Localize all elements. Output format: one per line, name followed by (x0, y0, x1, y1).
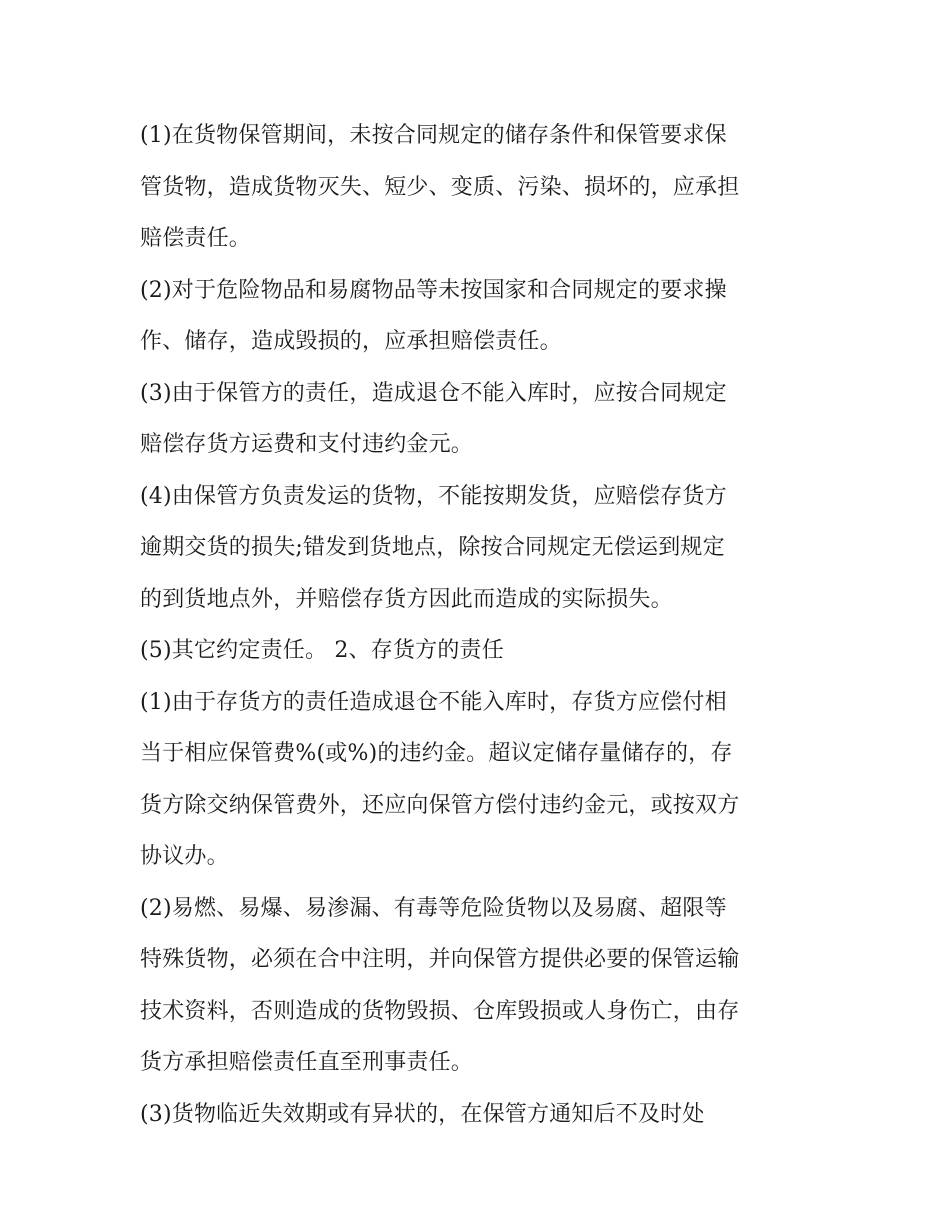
text-line: 特殊货物，必须在合中注明，并向保管方提供必要的保管运输 (140, 947, 740, 972)
text-line: 货方除交纳保管费外，还应向保管方偿付违约金元，或按双方 (140, 792, 740, 818)
text-line: 逾期交货的损失;错发到货地点，除按合同规定无偿运到规定 (140, 535, 725, 560)
text-line: (1)由于存货方的责任造成退仓不能入库时，存货方应偿付相 (140, 689, 727, 715)
text-line: (1)在货物保管期间，未按合同规定的储存条件和保管要求保 (140, 123, 727, 148)
text-line: (5)其它约定责任。 2、存货方的责任 (140, 638, 504, 663)
text-line: 协议办。 (140, 844, 229, 869)
text-line: (2)易燃、易爆、易渗漏、有毒等危险货物以及易腐、超限等 (140, 895, 727, 921)
text-line: 赔偿存货方运费和支付违约金元。 (140, 432, 474, 457)
text-line: (2)对于危险物品和易腐物品等未按国家和合同规定的要求操 (140, 277, 727, 303)
text-line: 赔偿责任。 (140, 226, 252, 251)
text-line: 的到货地点外，并赔偿存货方因此而造成的实际损失。 (140, 586, 673, 612)
text-line: 管货物，造成货物灭失、短少、变质、污染、损坏的，应承担 (140, 174, 740, 200)
text-line: (3)由于保管方的责任，造成退仓不能入库时，应按合同规定 (140, 380, 727, 406)
text-line: 当于相应保管费%(或%)的违约金。超议定储存量储存的，存 (140, 741, 733, 766)
text-line: 技术资料，否则造成的货物毁损、仓库毁损或人身伤亡，由存 (140, 998, 740, 1024)
text-line: (4)由保管方负责发运的货物，不能按期发货，应赔偿存货方 (140, 483, 727, 509)
document-body (140, 110, 820, 1140)
text-line: (3)货物临近失效期或有异状的，在保管方通知后不及时处 (140, 1101, 705, 1127)
text-line: 货方承担赔偿责任直至刑事责任。 (140, 1050, 474, 1075)
text-line: 作、储存，造成毁损的，应承担赔偿责任。 (140, 329, 562, 354)
